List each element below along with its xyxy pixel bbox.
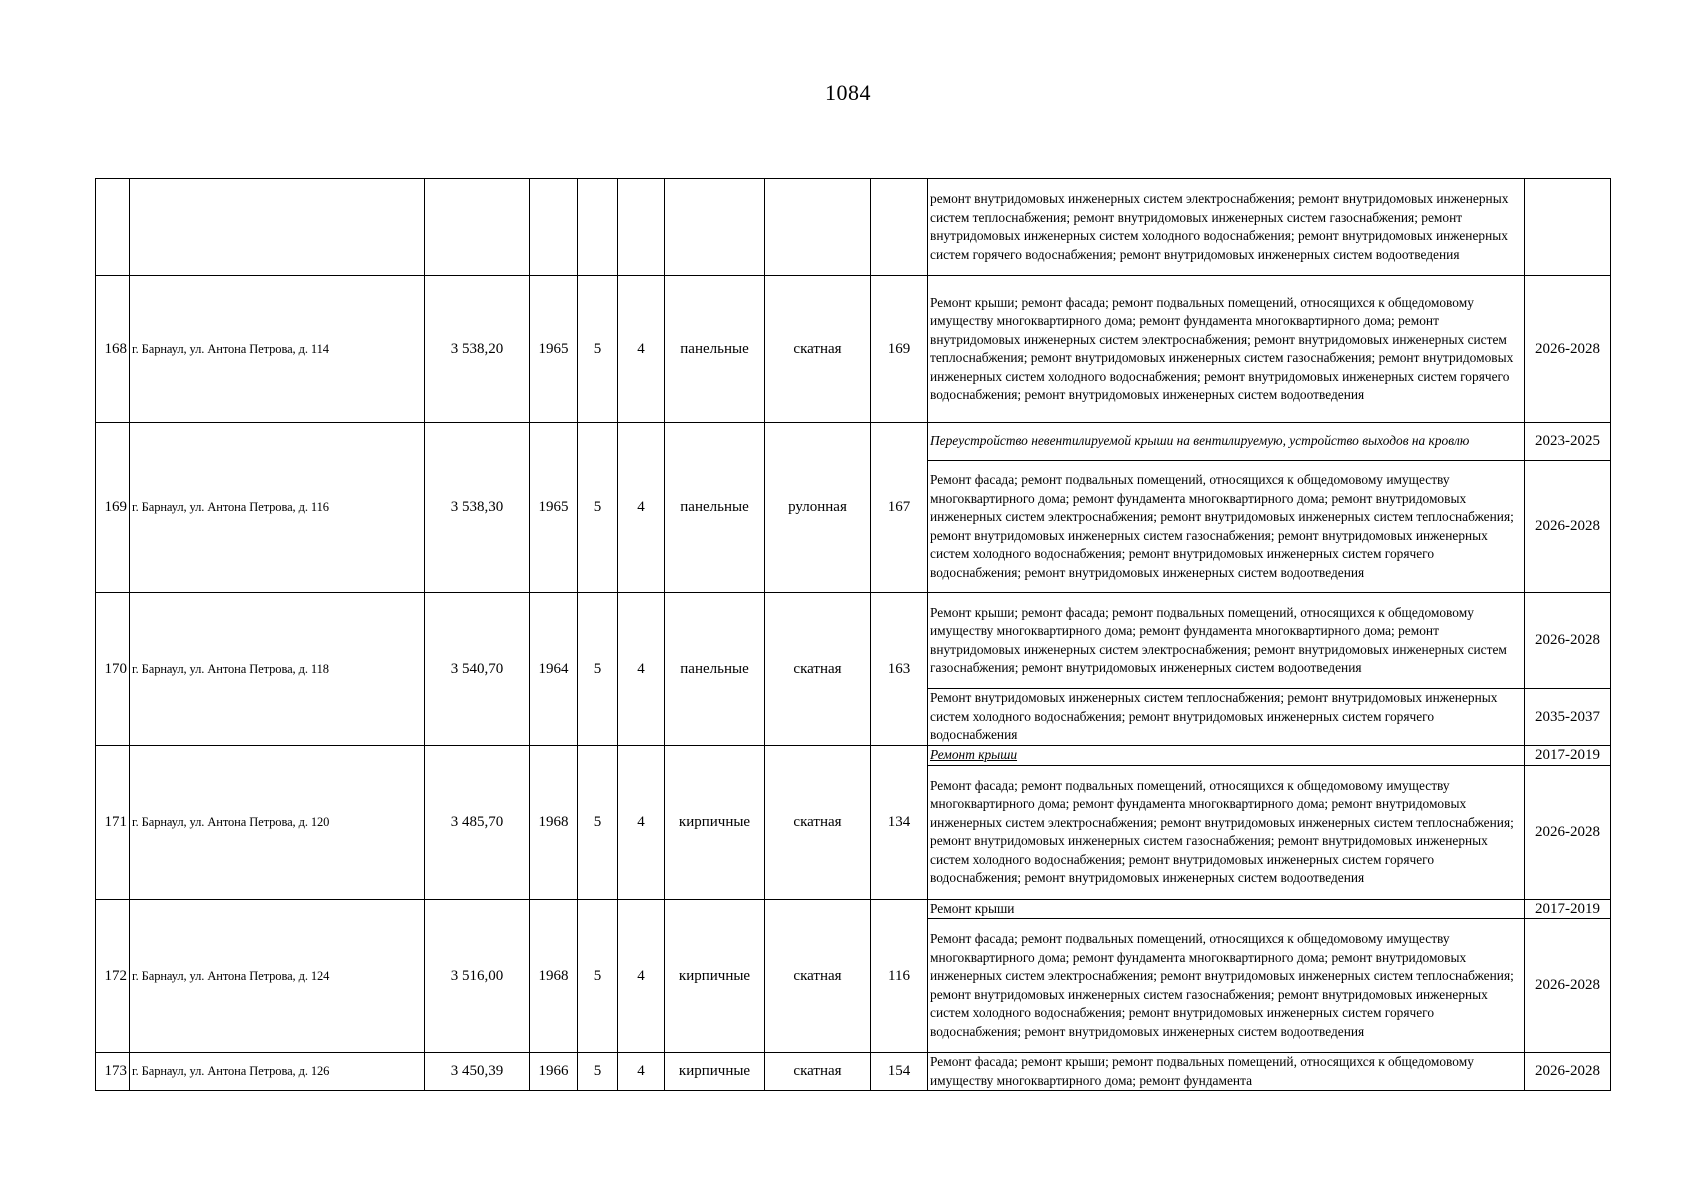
cell-year: 1968 bbox=[530, 899, 578, 1053]
cell-area bbox=[425, 179, 530, 276]
table-body bbox=[96, 179, 1611, 1091]
cell-area: 3 485,70 bbox=[425, 746, 530, 900]
cell-year: 1964 bbox=[530, 593, 578, 746]
cell-entrances: 4 bbox=[618, 746, 665, 900]
cell-works: Ремонт внутридомовых инженерных систем теплоснабжения; ремонт внутридомовых инженерных систем холодного водоснабжения; ремонт внутридомовых инженерных систем горячего водоснабжения bbox=[928, 689, 1525, 746]
cell-works: Ремонт крыши; ремонт фасада; ремонт подвальных помещений, относящихся к общедомовому имуществу многоквартирного дома; ремонт фундамента многоквартирного дома; ремонт внутридомовых инженерных систем электроснабжения; ремонт внутридомовых инженерных систем газоснабжения; ремонт внутридомовых инженерных систем водоотведения bbox=[928, 593, 1525, 689]
cell-period: 2035-2037 bbox=[1525, 689, 1611, 746]
cell-residents: 116 bbox=[871, 899, 928, 1053]
cell-number bbox=[96, 179, 130, 276]
cell-year: 1965 bbox=[530, 423, 578, 593]
cell-number: 169 bbox=[96, 423, 130, 593]
cell-address: г. Барнаул, ул. Антона Петрова, д. 116 bbox=[130, 423, 425, 593]
continuation-row bbox=[96, 179, 1611, 276]
cell-period: 2023-2025 bbox=[1525, 423, 1611, 461]
cell-residents: 154 bbox=[871, 1053, 928, 1091]
cell-walls: панельные bbox=[665, 593, 765, 746]
cell-works: Ремонт фасада; ремонт подвальных помещений, относящихся к общедомовому имуществу многоквартирного дома; ремонт фундамента многоквартирного дома; ремонт внутридомовых инженерных систем электроснабжения; ремонт внутридомовых инженерных систем теплоснабжения; ремонт внутридомовых инженерных систем газоснабжения; ремонт внутридомовых инженерных систем холодного водоснабжения; ремонт внутридомовых инженерных систем горячего водоснабжения; ремонт внутридомовых инженерных систем водоотведения bbox=[928, 919, 1525, 1053]
table-row bbox=[96, 423, 1611, 461]
cell-address bbox=[130, 179, 425, 276]
cell-address: г. Барнаул, ул. Антона Петрова, д. 126 bbox=[130, 1053, 425, 1091]
cell-area: 3 450,39 bbox=[425, 1053, 530, 1091]
cell-period: 2017-2019 bbox=[1525, 899, 1611, 919]
table-row bbox=[96, 899, 1611, 919]
cell-roof: скатная bbox=[765, 276, 871, 423]
cell-floors bbox=[578, 179, 618, 276]
cell-residents: 169 bbox=[871, 276, 928, 423]
cell-period: 2026-2028 bbox=[1525, 593, 1611, 689]
cell-walls: кирпичные bbox=[665, 1053, 765, 1091]
cell-period: 2026-2028 bbox=[1525, 1053, 1611, 1091]
cell-floors: 5 bbox=[578, 276, 618, 423]
cell-walls: кирпичные bbox=[665, 899, 765, 1053]
cell-roof bbox=[765, 179, 871, 276]
cell-area: 3 516,00 bbox=[425, 899, 530, 1053]
cell-number: 173 bbox=[96, 1053, 130, 1091]
cell-roof: рулонная bbox=[765, 423, 871, 593]
cell-address: г. Барнаул, ул. Антона Петрова, д. 118 bbox=[130, 593, 425, 746]
cell-period: 2026-2028 bbox=[1525, 919, 1611, 1053]
cell-entrances: 4 bbox=[618, 593, 665, 746]
cell-roof: скатная bbox=[765, 746, 871, 900]
cell-area: 3 538,20 bbox=[425, 276, 530, 423]
cell-walls bbox=[665, 179, 765, 276]
cell-works: Ремонт крыши bbox=[928, 746, 1525, 766]
table-row bbox=[96, 276, 1611, 423]
cell-period: 2026-2028 bbox=[1525, 276, 1611, 423]
cell-walls: кирпичные bbox=[665, 746, 765, 900]
cell-year bbox=[530, 179, 578, 276]
cell-walls: панельные bbox=[665, 423, 765, 593]
cell-works: Ремонт фасада; ремонт подвальных помещений, относящихся к общедомовому имуществу многоквартирного дома; ремонт фундамента многоквартирного дома; ремонт внутридомовых инженерных систем электроснабжения; ремонт внутридомовых инженерных систем теплоснабжения; ремонт внутридомовых инженерных систем газоснабжения; ремонт внутридомовых инженерных систем холодного водоснабжения; ремонт внутридомовых инженерных систем горячего водоснабжения; ремонт внутридомовых инженерных систем водоотведения bbox=[928, 461, 1525, 593]
cell-residents: 134 bbox=[871, 746, 928, 900]
page-number: 1084 bbox=[825, 80, 871, 105]
cell-entrances: 4 bbox=[618, 1053, 665, 1091]
cell-year: 1966 bbox=[530, 1053, 578, 1091]
cell-period: 2017-2019 bbox=[1525, 746, 1611, 766]
cell-year: 1965 bbox=[530, 276, 578, 423]
cell-roof: скатная bbox=[765, 593, 871, 746]
cell-area: 3 538,30 bbox=[425, 423, 530, 593]
cell-number: 168 bbox=[96, 276, 130, 423]
cell-entrances: 4 bbox=[618, 276, 665, 423]
cell-entrances: 4 bbox=[618, 423, 665, 593]
cell-residents: 163 bbox=[871, 593, 928, 746]
cell-period bbox=[1525, 179, 1611, 276]
cell-address: г. Барнаул, ул. Антона Петрова, д. 120 bbox=[130, 746, 425, 900]
cell-period: 2026-2028 bbox=[1525, 461, 1611, 593]
table-row bbox=[96, 593, 1611, 689]
cell-number: 172 bbox=[96, 899, 130, 1053]
cell-number: 171 bbox=[96, 746, 130, 900]
cell-period: 2026-2028 bbox=[1525, 765, 1611, 899]
cell-number: 170 bbox=[96, 593, 130, 746]
cell-floors: 5 bbox=[578, 746, 618, 900]
table-row bbox=[96, 1053, 1611, 1091]
cell-address: г. Барнаул, ул. Антона Петрова, д. 124 bbox=[130, 899, 425, 1053]
cell-works: Ремонт фасада; ремонт подвальных помещений, относящихся к общедомовому имуществу многоквартирного дома; ремонт фундамента многоквартирного дома; ремонт внутридомовых инженерных систем электроснабжения; ремонт внутридомовых инженерных систем теплоснабжения; ремонт внутридомовых инженерных систем газоснабжения; ремонт внутридомовых инженерных систем холодного водоснабжения; ремонт внутридомовых инженерных систем горячего водоснабжения; ремонт внутридомовых инженерных систем водоотведения bbox=[928, 765, 1525, 899]
cell-works: Ремонт крыши bbox=[928, 899, 1525, 919]
cell-entrances: 4 bbox=[618, 899, 665, 1053]
cell-year: 1968 bbox=[530, 746, 578, 900]
cell-address: г. Барнаул, ул. Антона Петрова, д. 114 bbox=[130, 276, 425, 423]
cell-works: Ремонт фасада; ремонт крыши; ремонт подвальных помещений, относящихся к общедомовому имуществу многоквартирного дома; ремонт фундамента bbox=[928, 1053, 1525, 1091]
cell-roof: скатная bbox=[765, 1053, 871, 1091]
cell-residents: 167 bbox=[871, 423, 928, 593]
cell-roof: скатная bbox=[765, 899, 871, 1053]
cell-floors: 5 bbox=[578, 423, 618, 593]
housing-repair-table bbox=[95, 178, 1611, 1091]
cell-area: 3 540,70 bbox=[425, 593, 530, 746]
cell-floors: 5 bbox=[578, 1053, 618, 1091]
cell-floors: 5 bbox=[578, 899, 618, 1053]
cell-walls: панельные bbox=[665, 276, 765, 423]
cell-works: ремонт внутридомовых инженерных систем электроснабжения; ремонт внутридомовых инженерных систем теплоснабжения; ремонт внутридомовых инженерных систем газоснабжения; ремонт внутридомовых инженерных систем холодного водоснабжения; ремонт внутридомовых инженерных систем горячего водоснабжения; ремонт внутридомовых инженерных систем водоотведения bbox=[928, 179, 1525, 276]
cell-residents bbox=[871, 179, 928, 276]
cell-works: Переустройство невентилируемой крыши на вентилируемую, устройство выходов на кровлю bbox=[928, 423, 1525, 461]
table-row bbox=[96, 746, 1611, 766]
cell-works: Ремонт крыши; ремонт фасада; ремонт подвальных помещений, относящихся к общедомовому имуществу многоквартирного дома; ремонт фундамента многоквартирного дома; ремонт внутридомовых инженерных систем электроснабжения; ремонт внутридомовых инженерных систем теплоснабжения; ремонт внутридомовых инженерных систем газоснабжения; ремонт внутридомовых инженерных систем холодного водоснабжения; ремонт внутридомовых инженерных систем горячего водоснабжения; ремонт внутридомовых инженерных систем водоотведения bbox=[928, 276, 1525, 423]
cell-floors: 5 bbox=[578, 593, 618, 746]
cell-entrances bbox=[618, 179, 665, 276]
